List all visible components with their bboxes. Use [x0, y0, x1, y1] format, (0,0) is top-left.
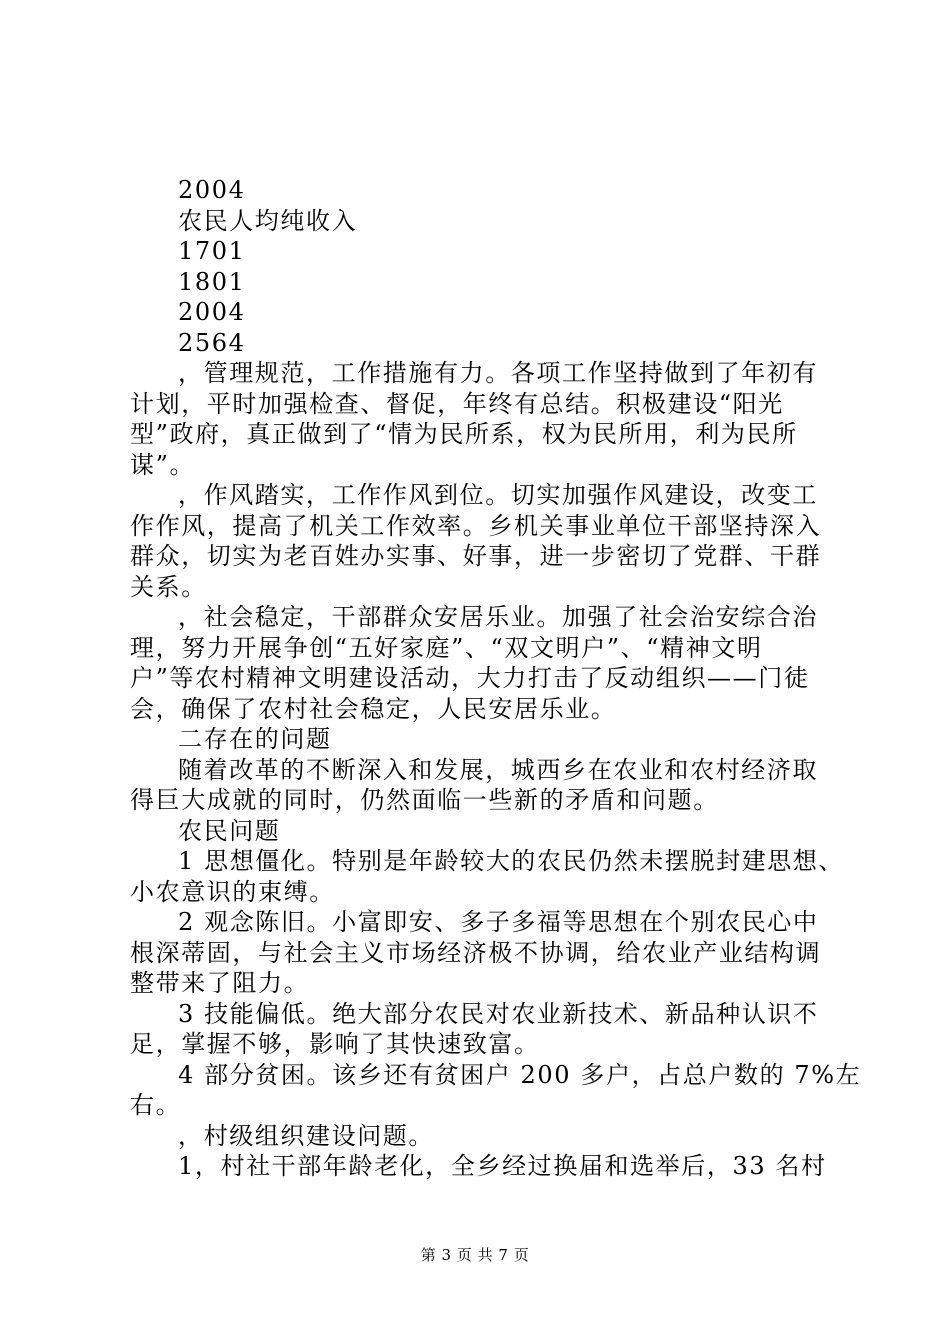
- document-body: [130, 175, 862, 1182]
- paragraph-line: 会，确保了农村社会稳定，人民安居乐业。: [130, 694, 617, 723]
- list-item-line: 根深蒂固，与社会主义市场经济极不协调，给农业产业结构调: [130, 938, 822, 967]
- list-item-line: 1 思想僵化。特别是年龄较大的农民仍然未摆脱封建思想、: [178, 847, 845, 875]
- list-item-line: 2 观念陈旧。小富即安、多子多福等思想在个别农民心中: [178, 908, 819, 936]
- subsection-heading: ，村级组织建设问题。: [178, 1121, 434, 1150]
- list-item-line: 整带来了阻力。: [130, 969, 310, 997]
- list-item-line: 1，村社干部年龄老化，全乡经过换届和选举后，33 名村: [178, 1152, 827, 1180]
- paragraph-line: 随着改革的不断深入和发展，城西乡在农业和农村经济取: [178, 755, 818, 784]
- paragraph-line: 关系。: [130, 572, 207, 601]
- list-item-line: 4 部分贫困。该乡还有贫困户 200 多户，占总户数的 7%左: [178, 1060, 862, 1089]
- text-line-value-2564: 2564: [178, 328, 246, 357]
- list-item-line: 3 技能偏低。绝大部分农民对农业新技术、新品种认识不: [178, 999, 819, 1028]
- list-item-line: 右。: [130, 1091, 182, 1119]
- paragraph-line: 群众，切实为老百姓办实事、好事，进一步密切了党群、干群: [130, 542, 822, 570]
- paragraph-line: 型”政府，真正做到了“情为民所系，权为民所用，利为民所: [130, 420, 798, 448]
- paragraph-line: 户”等农村精神文明建设活动，大力打击了反动组织——门徒: [130, 664, 810, 692]
- section-heading: 二存在的问题: [178, 725, 332, 753]
- paragraph-line: ，管理规范，工作措施有力。各项工作坚持做到了年初有: [178, 359, 818, 387]
- paragraph-line: ，作风踏实，工作作风到位。切实加强作风建设，改变工: [178, 481, 818, 509]
- text-line-value-2004: 2004: [178, 298, 246, 326]
- paragraph-line: 谋”。: [130, 450, 196, 479]
- text-line-value-1801: 1801: [178, 267, 246, 296]
- paragraph-line: 作作风，提高了机关工作效率。乡机关事业单位干部坚持深入: [130, 511, 822, 540]
- text-line-value-1701: 1701: [178, 237, 246, 265]
- text-line-year-2004: 2004: [178, 176, 246, 204]
- list-item-line: 小农意识的束缚。: [130, 877, 335, 906]
- text-line-income-label: 农民人均纯收入: [178, 206, 358, 235]
- list-item-line: 足，掌握不够，影响了其快速致富。: [130, 1030, 540, 1058]
- paragraph-line: 理，努力开展争创“五好家庭”、“双文明户”、“精神文明: [130, 633, 763, 662]
- subsection-heading: 农民问题: [178, 816, 281, 845]
- paragraph-line: 计划，平时加强检查、督促，年终有总结。积极建设“阳光: [130, 389, 784, 418]
- page-number-footer: 第 3 页 共 7 页: [420, 1246, 530, 1264]
- paragraph-line: 得巨大成就的同时，仍然面临一些新的矛盾和问题。: [130, 786, 719, 814]
- paragraph-line: ，社会稳定，干部群众安居乐业。加强了社会治安综合治: [178, 603, 818, 631]
